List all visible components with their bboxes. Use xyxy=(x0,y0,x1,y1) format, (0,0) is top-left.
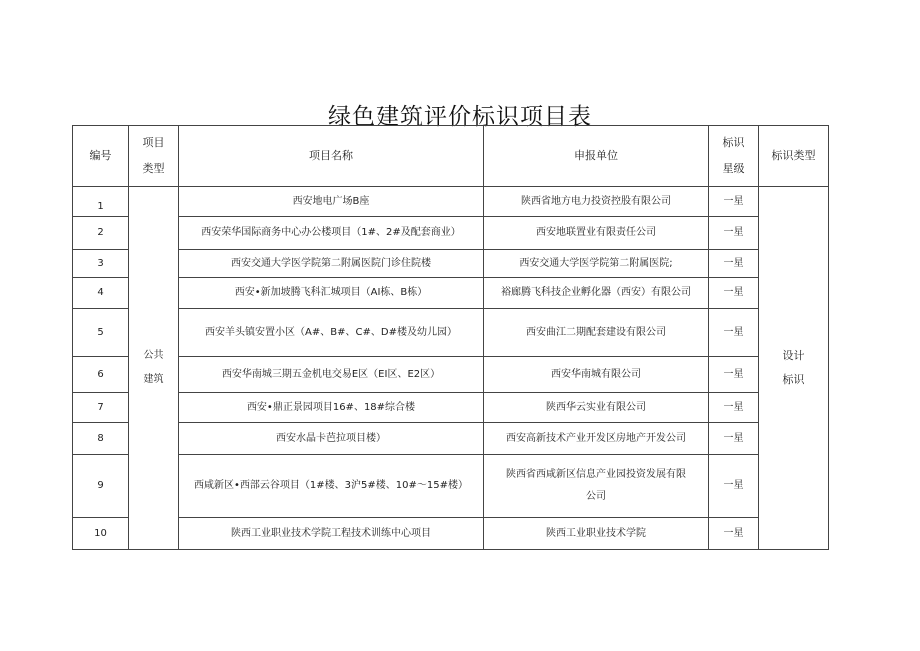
header-row xyxy=(73,126,829,187)
row-no: 5 xyxy=(73,309,129,357)
row-no: 10 xyxy=(73,518,129,550)
header-label-type: 标识类型 xyxy=(759,126,829,187)
row-name: 陕西工业职业技术学院工程技术训练中心项目 xyxy=(179,518,484,550)
row-unit: 西安高新技术产业开发区房地产开发公司 xyxy=(484,423,709,455)
project-table xyxy=(72,125,829,550)
category-cell xyxy=(129,187,179,550)
table-row xyxy=(73,278,829,309)
row-star: 一星 xyxy=(709,309,759,357)
table-row xyxy=(73,187,829,217)
table-row xyxy=(73,309,829,357)
row-no: 1 xyxy=(73,187,129,217)
row-no: 6 xyxy=(73,357,129,393)
table-row xyxy=(73,250,829,278)
row-no: 4 xyxy=(73,278,129,309)
row-star: 一星 xyxy=(709,455,759,518)
table-row xyxy=(73,455,829,518)
table-row xyxy=(73,217,829,250)
category-line1: 公共 xyxy=(143,350,164,361)
header-type xyxy=(129,126,179,187)
row-unit: 裕廊腾飞科技企业孵化器（西安）有限公司 xyxy=(484,278,709,309)
row-name: 西安水晶卡芭拉项目楼） xyxy=(179,423,484,455)
table-row xyxy=(73,393,829,423)
label-type-line2: 标识 xyxy=(782,373,805,386)
row-star: 一星 xyxy=(709,423,759,455)
label-type-line1: 设计 xyxy=(782,349,805,362)
row-unit: 陕西华云实业有限公司 xyxy=(484,393,709,423)
row-name: 西安地电广场B座 xyxy=(179,187,484,217)
row-no: 8 xyxy=(73,423,129,455)
row-unit-line1: 陕西省西咸新区信息产业园投资发展有限 xyxy=(506,469,686,480)
row-no: 7 xyxy=(73,393,129,423)
table-row xyxy=(73,423,829,455)
row-name: 西咸新区•西部云谷项目（1#楼、3沪5#楼、10#～15#楼） xyxy=(179,455,484,518)
page-title: 绿色建筑评价标识项目表 xyxy=(328,104,592,130)
row-star: 一星 xyxy=(709,187,759,217)
header-star-line1: 标识 xyxy=(722,136,745,149)
row-no: 9 xyxy=(73,455,129,518)
table-row xyxy=(73,518,829,550)
header-type-line2: 类型 xyxy=(142,162,165,175)
header-unit: 申报单位 xyxy=(484,126,709,187)
header-star-line2: 星级 xyxy=(722,162,745,175)
row-name: 西安交通大学医学院第二附属医院门诊住院楼 xyxy=(179,250,484,278)
row-unit: 西安曲江二期配套建设有限公司 xyxy=(484,309,709,357)
table-row xyxy=(73,357,829,393)
row-name: 西安荣华国际商务中心办公楼项目（1#、2#及配套商业） xyxy=(179,217,484,250)
row-unit: 陕西工业职业技术学院 xyxy=(484,518,709,550)
row-star: 一星 xyxy=(709,393,759,423)
header-no: 编号 xyxy=(73,126,129,187)
category-line2: 建筑 xyxy=(143,374,164,385)
row-no: 2 xyxy=(73,217,129,250)
row-unit: 西安交通大学医学院第二附属医院; xyxy=(484,250,709,278)
row-name: 西安•新加坡腾飞科汇城项目（AI栋、B栋） xyxy=(179,278,484,309)
row-name: 西安•鼎正景园项目16#、18#综合楼 xyxy=(179,393,484,423)
row-unit-line2: 公司 xyxy=(586,491,606,502)
row-unit: 陕西省地方电力投资控股有限公司 xyxy=(484,187,709,217)
row-unit: 西安地联置业有限责任公司 xyxy=(484,217,709,250)
row-name: 西安羊头镇安置小区（A#、B#、C#、D#楼及幼儿园） xyxy=(179,309,484,357)
row-unit: 西安华南城有限公司 xyxy=(484,357,709,393)
row-star: 一星 xyxy=(709,357,759,393)
row-no: 3 xyxy=(73,250,129,278)
row-star: 一星 xyxy=(709,278,759,309)
row-star: 一星 xyxy=(709,518,759,550)
row-star: 一星 xyxy=(709,250,759,278)
row-unit xyxy=(484,455,709,518)
header-name: 项目名称 xyxy=(179,126,484,187)
row-star: 一星 xyxy=(709,217,759,250)
header-star xyxy=(709,126,759,187)
row-name: 西安华南城三期五金机电交易E区（EI区、E2区） xyxy=(179,357,484,393)
header-type-line1: 项目 xyxy=(142,136,165,149)
label-type-cell xyxy=(759,187,829,550)
